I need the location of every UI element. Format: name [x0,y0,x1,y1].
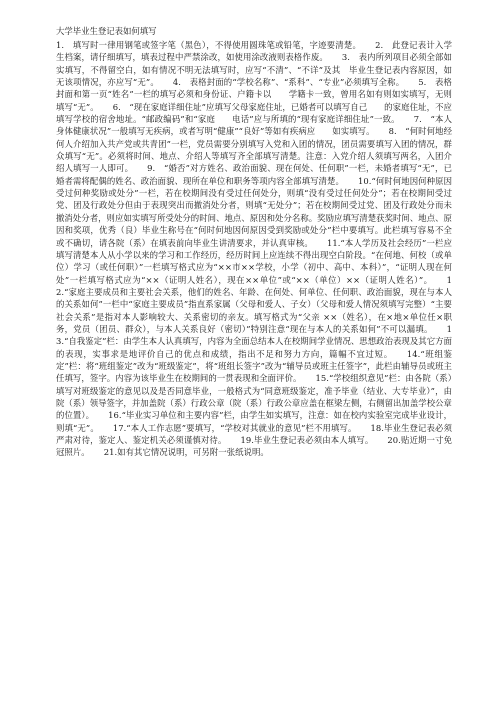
paragraph-18: 18.毕业生登记表必须严肃对待，鉴定人、鉴定机关必须谨慎对待。 [56,422,452,445]
document-title: 大学毕业生登记表如何填写 [56,26,157,36]
document-page [56,25,452,459]
paragraph-14: 14.“班组鉴定”栏：将“班组鉴定”改为“班级鉴定”，将“班组长签字”改为“辅导员或班主任签字”，此栏由辅导员或班主任填写，签字。内容为该毕业生在校期间的一贯表现和全面评价。 [56,348,452,384]
document-body [56,39,452,459]
paragraph-6: 6. “现在家庭详细住址”应填写父母家庭住址，已婚者可以填写自己 的家庭住址，不应填写学校的宿舍地址。“邮政编码”和“家庭 电话”应与所填的“现有家庭详细住址”一致。 [56,101,452,125]
paragraph-19: 19.毕业生登记表必须由本人填写。 [240,435,374,445]
paragraph-13: 13.“自我鉴定”栏：由学生本人认真填写，内容为全面总结本人在校期间学业情况、思想政治表现及其它方面的表现，实事求是地评价自己的优点和成绩，指出不足和努力方向，篇幅不宜过短。 [56,323,452,359]
paragraph-21: 21.如有其它情况说明，可另附一张纸说明。 [103,447,269,458]
paragraph-20: 20.贴近期一寸免冠照片。 [56,435,453,458]
paragraph-16: 16.“毕业实习单位和主要内容”栏，由学生如实填写，注意：如在校内实验室完成毕业设计，则填“无”。 [56,410,452,433]
paragraph-3: 3. 表内所列项目必须全部如实填写，不得留空白，如有情况不明无法填写时，应写“不清”、“不详”及其 毕业生登记表内容原因，如无该项情况，亦应写“无”。 [56,52,452,88]
paragraph-17: 17.“本人工作志愿”要填写，“学校对其就业的意见”栏不用填写。 [112,422,357,433]
paragraph-11: 11.“本人学历及社会经历”一栏应填写清楚本人从小学以来的学习和工作经历，经历时间上应连续不得出现空白阶段。“在何地、何校（或单位）学习（或任何职）”一栏填写格式应为“××市××学校，小学（初中、高中、本科）”，“证明人现在何处”一栏填写格式应为“××（证明人姓名），现在××单位”或“××（单位）××（证明人姓名）”。 [56,237,453,285]
paragraph-2: 2. 此登记表计入学生档案，请仔细填写，填表过程中严禁涂改，如使用涂改液则表格作废。 [56,40,452,63]
paragraph-9: 9. “婚否”对方姓名、政治面貌、现在何处、任何职”一栏，未婚者填写“无”，已婚者需将配偶的姓名、政治面貌、现所在单位和职务等项内容全部填写清楚。 [56,163,452,186]
paragraph-4: 4. 表格封面的“学校名称”、“系科”、“专业”必须填写全称。 [172,77,405,88]
paragraph-15: 15.“学校组织意见”栏：由各院（系）填写对班级鉴定的意见以及是否同意毕业，一般格式为“同意班级鉴定，准予毕业（结业、大专毕业）”，由院（系）领导签字，并加盖院（系）行政公章（院（系）行政公章应盖在框梁左侧，右侧留出加盖学校公章的位置）。 [56,373,452,421]
paragraph-5: 5. 表格封面和第一页“姓名”一栏的填写必须和身份证、户籍卡以 学籍卡一致，曾用名如有则如实填写，无则填写“无”。 [56,77,452,112]
paragraph-8: 8. “何时何地经何人介绍加入共产党或共青团”一栏，党员需要分别填写入党和入团的情况，团员需要填写入团的情况，群众填写“无”。必须将时间、地点、介绍人等填写齐全部填写清楚。注意：入党介绍人须填写两名，入团介绍人填写一人即可。 [56,126,452,174]
paragraph-12: 12.“家庭主要成员和主要社会关系，他们的姓名、年龄、在何处、何单位、任何职、政治面貌，现在与本人的关系如何”一栏中“家庭主要成员”指直系家属（父母和爱人、子女）（父母和爱人情况须填写完整）“主要社会关系”是指对本人影响较大、关系密切的亲友。填写格式为“父亲 ××（姓名），在×地×单位任×职务，党员（团员、群众），与本人关系良好（密切）”特别注意“现在与本人的关系如何”不可以漏填。 [56,274,452,334]
paragraph-7: 7. “本人身体健康状况”一般填写无疾病，或者写明“健康”“良好”等如有疾病应 如实填写。 [56,114,452,137]
paragraph-10: 10.“何时何地因何种原因受过何种奖励或处分”一栏，若在校期间没有受过任何处分，则填“没有受过任何处分”；若在校期间受过党、团及行政处分但由于表现突出而撤消处分者，则填“无处分”；若在校期间受过党、团及行政处分而未撤消处分者，则应如实填写所受处分的时间、地点、原因和处分名称。奖励应填写清楚获奖时间、地点、原因和奖项，优秀（良）毕业生称号在“何时何地因何原因受到奖励或处分”栏中要填写。此栏填写容易不全或不确切，请各院（系）在填表前向毕业生讲清要求，并认真审核。 [56,175,452,248]
paragraph-1: 1. 填写时一律用钢笔或签字笔（黑色），不得使用圆珠笔或铅笔，字迹要清楚。 [56,40,362,50]
